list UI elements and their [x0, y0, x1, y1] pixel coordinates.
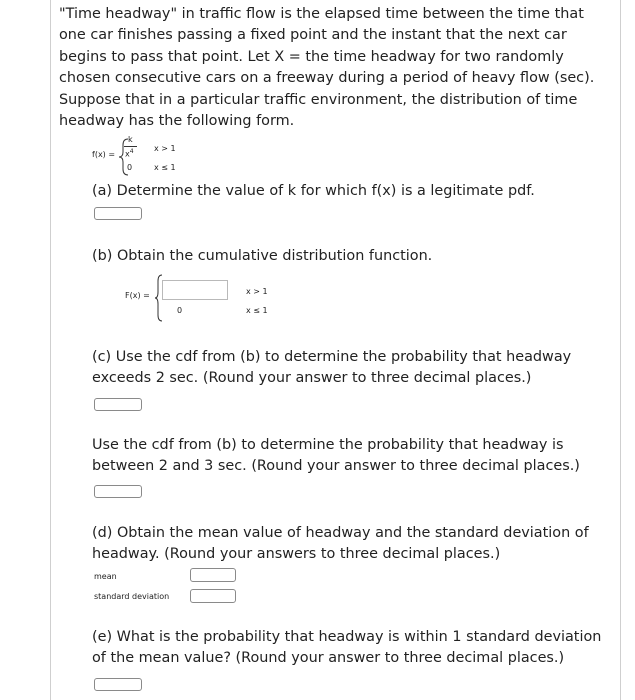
pdf-condition-2: x ≤ 1	[154, 163, 176, 172]
p-exceeds-2-input[interactable]	[94, 398, 142, 411]
part-c-text-2: Use the cdf from (b) to determine the probability that headway is between 2 and 3 sec. (Round your answer to three decimal places.)	[92, 437, 580, 475]
k-answer-input[interactable]	[94, 207, 142, 220]
sd-label: standard deviation	[94, 592, 170, 601]
cdf-lhs: F(x) =	[125, 291, 150, 300]
pdf-condition-1: x > 1	[154, 144, 176, 153]
part-a-text: (a) Determine the value of k for which f(x) is a legitimate pdf.	[92, 183, 535, 199]
cdf-condition-2: x ≤ 1	[246, 306, 268, 315]
cdf-condition-1: x > 1	[246, 287, 268, 296]
part-b-text: (b) Obtain the cumulative distribution function.	[92, 248, 433, 264]
cdf-zero: 0	[177, 306, 183, 315]
pdf-numerator: k	[128, 135, 133, 144]
pdf-zero: 0	[127, 163, 133, 172]
pdf-denominator: $x^4$	[125, 148, 134, 159]
fraction-bar	[124, 146, 137, 147]
p-within-1sd-input[interactable]	[94, 678, 142, 691]
mean-input[interactable]	[190, 568, 236, 582]
p-between-2-3-input[interactable]	[94, 485, 142, 498]
problem-statement: "Time headway" in traffic flow is the elapsed time between the time that one car finishes passing a fixed point and the instant that the next car begins to pass that point. Let X = the time headway for two randomly chosen consecutive cars on a freeway during a period of heavy flow (sec). Suppose that in a particular traffic environment, the distribution of time headway has the following form.	[59, 6, 595, 130]
part-d-text: (d) Obtain the mean value of headway and the standard deviation of headway. (Round your answers to three decimal places.)	[92, 525, 589, 563]
part-e-text: (e) What is the probability that headway is within 1 standard deviation of the mean value? (Round your answer to three decimal places.)	[92, 629, 602, 667]
sd-input[interactable]	[190, 589, 236, 603]
mean-label: mean	[94, 572, 117, 581]
cdf-answer-input[interactable]	[162, 280, 228, 300]
pdf-lhs: f(x) =	[92, 150, 116, 159]
part-c-text: (c) Use the cdf from (b) to determine the probability that headway exceeds 2 sec. (Round your answer to three decimal places.)	[92, 349, 572, 387]
